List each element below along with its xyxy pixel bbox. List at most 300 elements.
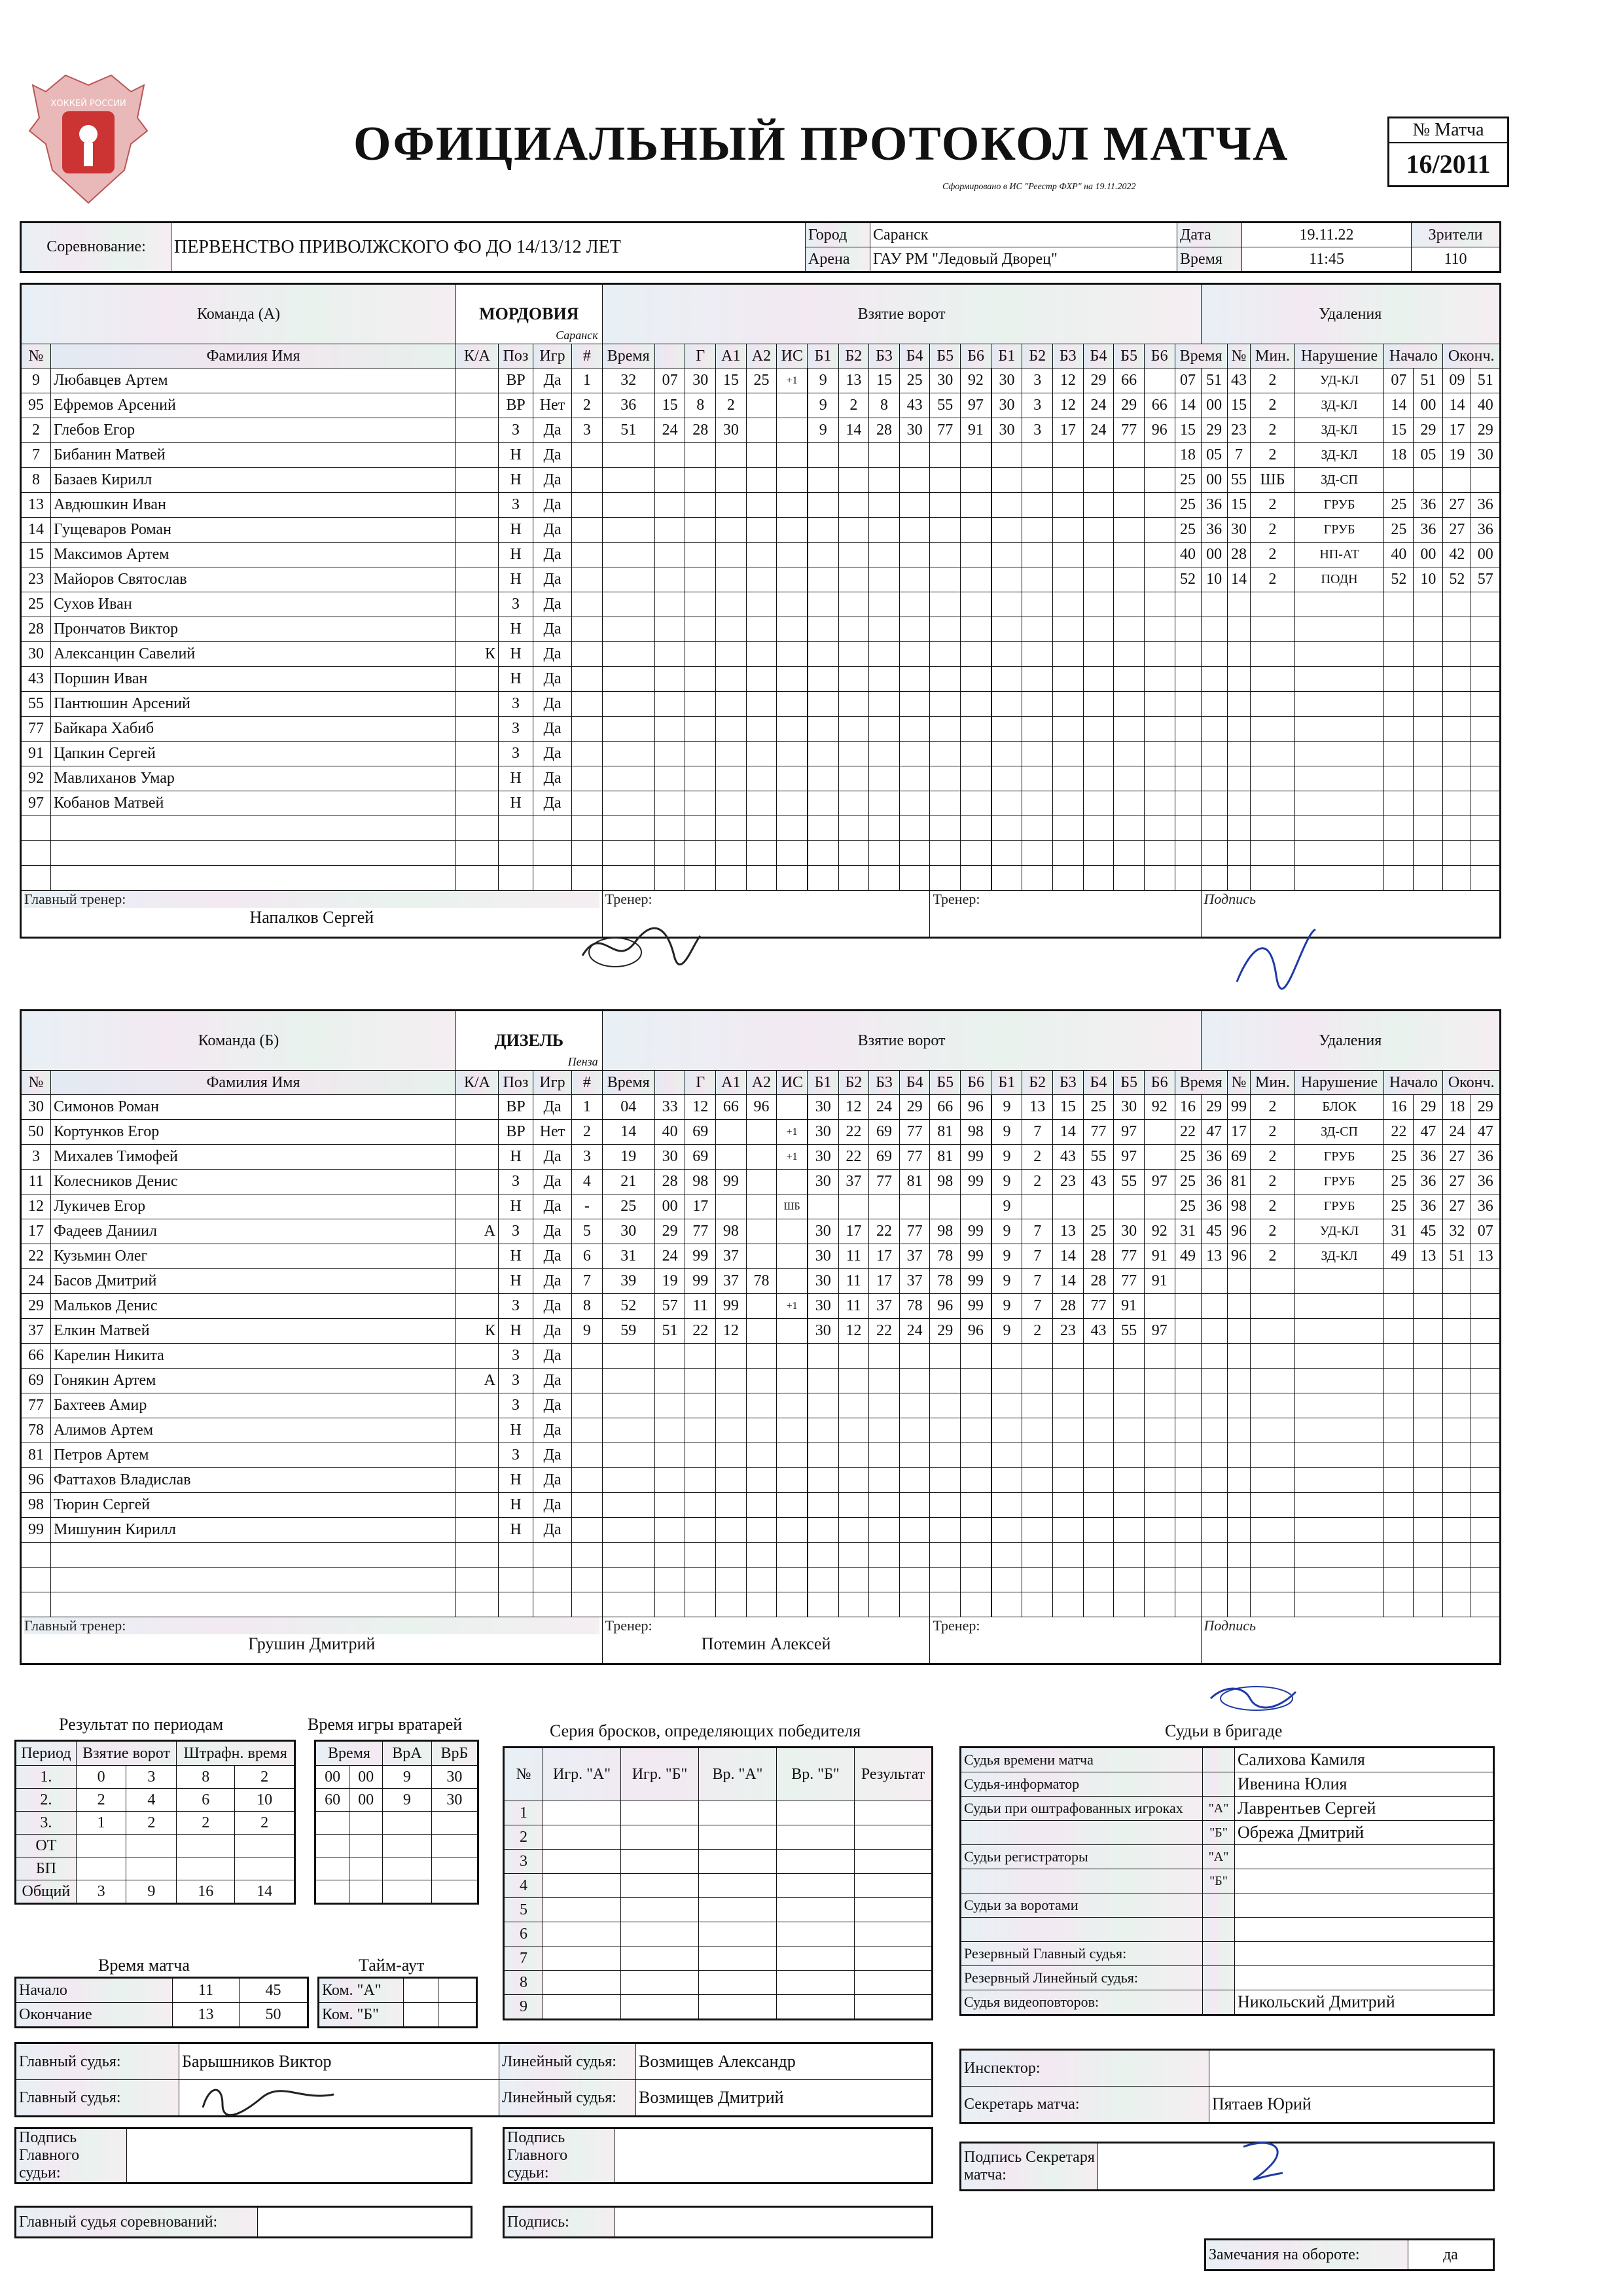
- goal-cell: 77: [930, 418, 961, 443]
- player-igr: Да: [533, 717, 572, 742]
- player-n: 95: [21, 393, 51, 418]
- inspector-table: [959, 2049, 1495, 2124]
- col-pos-header: Поз: [499, 1071, 533, 1095]
- goal-cell: [838, 1592, 869, 1617]
- goal-cell: [746, 791, 777, 816]
- penalty-cell: [1443, 1568, 1471, 1592]
- goal-cell: [1083, 791, 1114, 816]
- penalty-cell: 29: [1201, 1095, 1227, 1120]
- goal-cell: 43: [899, 393, 930, 418]
- goal-cell: 30: [991, 368, 1022, 393]
- goal-cell: [1144, 1145, 1175, 1170]
- shootout-num: 4: [504, 1874, 543, 1898]
- page-title: ОФИЦИАЛЬНЫЙ ПРОТОКОЛ МАТЧА: [353, 117, 1289, 171]
- goal-cell: [746, 493, 777, 518]
- period-row: [16, 1835, 295, 1857]
- goal-cell: [1022, 1592, 1053, 1617]
- goal-cell: [808, 493, 838, 518]
- goal-cell: 98: [930, 1170, 961, 1194]
- penalty-cell: 31: [1384, 1219, 1414, 1244]
- goal-cell: [899, 692, 930, 717]
- penalty-cell: [1201, 816, 1227, 841]
- goal-cell: 25: [746, 368, 777, 393]
- remarks-label: Замечания на обороте:: [1205, 2240, 1408, 2270]
- penalty-cell: 27: [1443, 1170, 1471, 1194]
- penalty-cell: [1201, 642, 1227, 667]
- goal-cell: 17: [869, 1269, 900, 1294]
- goal-cell: [572, 1369, 603, 1393]
- period-cell: [235, 1835, 295, 1857]
- player-name: Любавцев Артем: [51, 368, 456, 393]
- goal-cell: [602, 592, 654, 617]
- official-row: [961, 1990, 1494, 2015]
- penalty-cell: [1384, 1393, 1414, 1418]
- goal-cell: [869, 816, 900, 841]
- goal-cell: [930, 816, 961, 841]
- player-pos: [499, 1592, 533, 1617]
- goal-cell: [777, 468, 808, 493]
- goal-cell: [1144, 1518, 1175, 1543]
- penalty-cell: [1471, 841, 1501, 866]
- goal-cell: [746, 1468, 777, 1493]
- penalty-cell: [1294, 1443, 1384, 1468]
- goal-cell: [838, 1543, 869, 1568]
- goal-cell: [654, 642, 685, 667]
- player-pos: З: [499, 1443, 533, 1468]
- penalty-cell: [1414, 692, 1443, 717]
- goal-cell: 55: [930, 393, 961, 418]
- goal-cell: [1144, 1592, 1175, 1617]
- goal-time-sec-header: [654, 1071, 685, 1095]
- penalty-cell: [1294, 1418, 1384, 1443]
- official-name: [1235, 1845, 1494, 1869]
- goal-cell: 17: [869, 1244, 900, 1269]
- goal-cell: [602, 1418, 654, 1443]
- player-row: [21, 667, 1501, 692]
- goal-cell: 4: [572, 1170, 603, 1194]
- goal-cell: [838, 1194, 869, 1219]
- penalty-cell: [1443, 1518, 1471, 1543]
- goal-cell: [716, 1344, 747, 1369]
- goal-cell: 99: [961, 1244, 991, 1269]
- shootout-num: 8: [504, 1971, 543, 1995]
- pen-p_min-header: Мин.: [1251, 1071, 1294, 1095]
- goal-cell: 6: [572, 1244, 603, 1269]
- goal-cell: [930, 791, 961, 816]
- goal-cell: [869, 1592, 900, 1617]
- goal-cell: [899, 1568, 930, 1592]
- player-igr: Да: [533, 1269, 572, 1294]
- player-name: Прончатов Виктор: [51, 617, 456, 642]
- penalty-cell: 24: [1443, 1120, 1471, 1145]
- official-team: "А": [1203, 1845, 1235, 1869]
- goal-cell: [746, 617, 777, 642]
- penalty-cell: 07: [1384, 368, 1414, 393]
- goal-cell: 37: [716, 1244, 747, 1269]
- goal-cell: 78: [899, 1294, 930, 1319]
- match-end-hour: 13: [173, 2003, 240, 2028]
- goal-cell: 22: [869, 1319, 900, 1344]
- goalie-row: [315, 1766, 478, 1789]
- penalty-cell: [1251, 667, 1294, 692]
- goal-cell: 7: [1022, 1294, 1053, 1319]
- goalie-cell: [383, 1880, 432, 1904]
- player-pos: З: [499, 592, 533, 617]
- goal-cell: [1053, 692, 1084, 717]
- official-name: Ивенина Юлия: [1235, 1772, 1494, 1797]
- goal-cell: [1114, 717, 1145, 742]
- player-pos: Н: [499, 1468, 533, 1493]
- goal-cell: 99: [961, 1219, 991, 1244]
- official-name: [1235, 1918, 1494, 1942]
- goal-cell: 66: [1114, 368, 1145, 393]
- goal-cell: [961, 468, 991, 493]
- goal-cell: [716, 766, 747, 791]
- player-row: [21, 1269, 1501, 1294]
- goal-cell: [961, 543, 991, 567]
- penalty-cell: [1294, 1543, 1384, 1568]
- player-name: [51, 1592, 456, 1617]
- goalie-row: [315, 1857, 478, 1880]
- player-name: Фаттахов Владислав: [51, 1468, 456, 1493]
- goal-cell: [777, 742, 808, 766]
- goal-cell: [1144, 1344, 1175, 1369]
- goal-cell: 24: [654, 418, 685, 443]
- penalty-cell: [1227, 592, 1251, 617]
- player-name: Карелин Никита: [51, 1344, 456, 1369]
- player-ka: К: [456, 642, 499, 667]
- goal-cell: ШБ: [777, 1194, 808, 1219]
- official-role: Судьи за воротами: [961, 1893, 1203, 1918]
- penalty-cell: 29: [1471, 418, 1501, 443]
- goal-cell: 99: [961, 1170, 991, 1194]
- player-n: 2: [21, 418, 51, 443]
- player-igr: Да: [533, 543, 572, 567]
- goal-cell: 36: [602, 393, 654, 418]
- goal-cell: [777, 1443, 808, 1468]
- player-row: [21, 393, 1501, 418]
- goal-cell: [961, 567, 991, 592]
- goal-cell: [654, 841, 685, 866]
- goal-cell: [572, 443, 603, 468]
- goal-cell: [838, 443, 869, 468]
- penalty-cell: 00: [1414, 393, 1443, 418]
- goal-cell: [1022, 692, 1053, 717]
- penalty-cell: 2: [1251, 1244, 1294, 1269]
- goal-cell: 29: [1083, 368, 1114, 393]
- goal-cell: [930, 468, 961, 493]
- goal-cell: [1114, 642, 1145, 667]
- shootout-cell: [777, 1850, 855, 1874]
- shootout-header-a: Игр. "А": [543, 1748, 621, 1801]
- penalty-cell: [1175, 1269, 1201, 1294]
- goal-b3-header: Б3: [1053, 344, 1084, 368]
- goal-cell: [991, 468, 1022, 493]
- goal-cell: [961, 1468, 991, 1493]
- penalty-cell: [1201, 1344, 1227, 1369]
- goal-cell: [1114, 1592, 1145, 1617]
- arena-label: Арена: [806, 247, 870, 272]
- signature-label: Подпись: [1204, 1617, 1257, 1634]
- shootout-cell: [855, 1850, 933, 1874]
- goal-cell: 24: [869, 1095, 900, 1120]
- goal-cell: [1144, 1369, 1175, 1393]
- pen-p_end-header: Оконч.: [1443, 344, 1501, 368]
- goal-cell: [746, 592, 777, 617]
- player-pos: Н: [499, 1418, 533, 1443]
- goal-cell: 30: [808, 1319, 838, 1344]
- penalty-cell: [1414, 1269, 1443, 1294]
- goal-cell: 9: [808, 418, 838, 443]
- player-pos: Н: [499, 518, 533, 543]
- penalty-cell: [1227, 717, 1251, 742]
- player-ka: [456, 1468, 499, 1493]
- penalty-cell: 40: [1384, 543, 1414, 567]
- goal-cell: [930, 1369, 961, 1393]
- sign-main-referee-box-2: [503, 2127, 933, 2184]
- player-pos: Н: [499, 791, 533, 816]
- goal-cell: +1: [777, 1120, 808, 1145]
- goal-cell: [838, 791, 869, 816]
- goal-cell: [654, 592, 685, 617]
- goal-cell: 30: [654, 1145, 685, 1170]
- penalty-cell: [1251, 1568, 1294, 1592]
- penalty-cell: [1227, 1443, 1251, 1468]
- period-cell: [76, 1835, 126, 1857]
- goal-cell: 99: [685, 1269, 716, 1294]
- goal-cell: 78: [930, 1269, 961, 1294]
- player-n: 81: [21, 1443, 51, 1468]
- goal-cell: [716, 1543, 747, 1568]
- goal-cell: 7: [1022, 1219, 1053, 1244]
- player-igr: [533, 1543, 572, 1568]
- goal-cell: [1053, 468, 1084, 493]
- penalty-cell: [1471, 1592, 1501, 1617]
- penalty-cell: [1175, 816, 1201, 841]
- col-ka-header: К/А: [456, 1071, 499, 1095]
- player-igr: Да: [533, 1443, 572, 1468]
- player-row: [21, 1344, 1501, 1369]
- penalty-cell: 13: [1201, 1244, 1227, 1269]
- official-row: [961, 1772, 1494, 1797]
- shootout-header-b: Игр. "Б": [621, 1748, 699, 1801]
- linesman-2-label: Линейный судья:: [499, 2080, 636, 2117]
- goalie-cell: [315, 1857, 349, 1880]
- shootout-cell: [543, 1801, 621, 1825]
- goal-cell: [685, 816, 716, 841]
- goal-cell: [777, 1393, 808, 1418]
- goal-cell: [716, 642, 747, 667]
- goal-cell: 30: [808, 1120, 838, 1145]
- coach2-label: Тренер:: [933, 1617, 980, 1634]
- player-ka: [456, 443, 499, 468]
- goal-cell: [777, 1170, 808, 1194]
- goal-cell: [869, 443, 900, 468]
- player-row: [21, 368, 1501, 393]
- goal-cell: 59: [602, 1319, 654, 1344]
- goal-cell: [991, 791, 1022, 816]
- goal-cell: [961, 617, 991, 642]
- goalie-cell: [383, 1835, 432, 1857]
- team-name: МОРДОВИЯ: [479, 304, 579, 323]
- goal-cell: [869, 493, 900, 518]
- goal-cell: 30: [808, 1145, 838, 1170]
- player-ka: [456, 592, 499, 617]
- period-cell: 2.: [16, 1789, 77, 1812]
- goal-cell: [930, 1592, 961, 1617]
- player-row: [21, 717, 1501, 742]
- goal-cell: [961, 816, 991, 841]
- team-name: ДИЗЕЛЬ: [494, 1031, 564, 1050]
- penalty-cell: [1201, 1592, 1227, 1617]
- goal-cell: [930, 1418, 961, 1443]
- goal-cell: [1083, 717, 1114, 742]
- goal-cell: [899, 567, 930, 592]
- goal-cell: [961, 692, 991, 717]
- official-row: [961, 1966, 1494, 1990]
- player-pos: З: [499, 1369, 533, 1393]
- secretary-label: Секретарь матча:: [961, 2087, 1209, 2123]
- goal-cell: [991, 443, 1022, 468]
- goal-cell: [1083, 642, 1114, 667]
- goal-cell: [1083, 692, 1114, 717]
- player-ka: [456, 816, 499, 841]
- player-n: 77: [21, 1393, 51, 1418]
- period-cell: 14: [235, 1880, 295, 1904]
- linesman-2: Возмищев Дмитрий: [636, 2080, 933, 2117]
- player-ka: [456, 393, 499, 418]
- shootout-cell: [777, 1922, 855, 1946]
- goal-cell: [746, 1568, 777, 1592]
- goal-cell: [685, 592, 716, 617]
- player-row: [21, 1393, 1501, 1418]
- goal-cell: [602, 1468, 654, 1493]
- goal-cell: [602, 1443, 654, 1468]
- goal-cell: [572, 742, 603, 766]
- goal-cell: [961, 518, 991, 543]
- goal-cell: 30: [716, 418, 747, 443]
- shootout-num: 5: [504, 1898, 543, 1922]
- official-row: [961, 1821, 1494, 1845]
- goal-cell: [1083, 1369, 1114, 1393]
- pen-p_num-header: №: [1227, 1071, 1251, 1095]
- goal-cell: 29: [930, 1319, 961, 1344]
- goal-cell: [961, 1443, 991, 1468]
- player-name: Авдюшкин Иван: [51, 493, 456, 518]
- goal-cell: [1083, 617, 1114, 642]
- goal-cell: [1022, 1369, 1053, 1393]
- goal-cell: 77: [899, 1145, 930, 1170]
- goal-cell: [808, 692, 838, 717]
- penalty-cell: [1294, 592, 1384, 617]
- penalty-cell: 47: [1471, 1120, 1501, 1145]
- penalty-cell: [1201, 1443, 1227, 1468]
- goal-cell: [777, 667, 808, 692]
- goal-cell: 99: [716, 1294, 747, 1319]
- goal-cell: [838, 567, 869, 592]
- goal-cell: [808, 443, 838, 468]
- goal-cell: 30: [685, 368, 716, 393]
- period-row: [16, 1789, 295, 1812]
- goal-cell: [961, 791, 991, 816]
- player-n: 97: [21, 791, 51, 816]
- goal-cell: [777, 1244, 808, 1269]
- penalty-cell: [1414, 766, 1443, 791]
- penalty-cell: [1443, 1294, 1471, 1319]
- penalty-cell: [1384, 1418, 1414, 1443]
- goal-cell: [1083, 518, 1114, 543]
- penalty-cell: [1294, 791, 1384, 816]
- player-pos: ВР: [499, 1120, 533, 1145]
- penalty-cell: [1384, 866, 1414, 891]
- penalty-cell: [1384, 1568, 1414, 1592]
- goal-b5-header: Б5: [930, 1071, 961, 1095]
- city-value: Саранск: [870, 223, 1177, 247]
- official-role: Судья видеоповторов:: [961, 1990, 1203, 2015]
- shootout-cell: [855, 1995, 933, 2020]
- player-name: Тюрин Сергей: [51, 1493, 456, 1518]
- timeout-team-b: Ком. "Б": [319, 2003, 404, 2028]
- shootout-cell: [621, 1825, 699, 1850]
- goal-cell: [777, 1319, 808, 1344]
- penalty-cell: 2: [1251, 567, 1294, 592]
- goal-cell: 21: [602, 1170, 654, 1194]
- shootout-cell: [699, 1874, 777, 1898]
- player-ka: [456, 1294, 499, 1319]
- player-ka: [456, 1244, 499, 1269]
- penalty-cell: [1251, 692, 1294, 717]
- goal-cell: [716, 468, 747, 493]
- team-city: Саранск: [556, 329, 598, 342]
- player-n: 23: [21, 567, 51, 592]
- penalty-cell: [1471, 1443, 1501, 1468]
- goal-cell: [1144, 1568, 1175, 1592]
- time-value: 11:45: [1242, 247, 1412, 272]
- penalty-cell: ГРУБ: [1294, 493, 1384, 518]
- player-n: 30: [21, 1095, 51, 1120]
- goal-cell: 51: [602, 418, 654, 443]
- player-row: [21, 766, 1501, 791]
- goal-b3-header: Б3: [869, 1071, 900, 1095]
- goal-cell: 12: [838, 1095, 869, 1120]
- player-n: 3: [21, 1145, 51, 1170]
- goal-cell: [1022, 841, 1053, 866]
- penalty-cell: [1384, 667, 1414, 692]
- player-row: [21, 493, 1501, 518]
- goal-g_a2-header: А2: [746, 344, 777, 368]
- goal-cell: 77: [1114, 418, 1145, 443]
- period-cell: 1.: [16, 1766, 77, 1789]
- goal-cell: 9: [991, 1294, 1022, 1319]
- goal-cell: [1083, 468, 1114, 493]
- team-name-cell: [456, 284, 603, 344]
- goal-cell: 9: [991, 1319, 1022, 1344]
- penalty-cell: 36: [1201, 518, 1227, 543]
- goal-cell: 30: [991, 393, 1022, 418]
- goal-cell: 2: [572, 1120, 603, 1145]
- goal-cell: [961, 717, 991, 742]
- goal-cell: [808, 1393, 838, 1418]
- player-name: Бахтеев Амир: [51, 1393, 456, 1418]
- goal-cell: [777, 493, 808, 518]
- official-role: [961, 1821, 1203, 1845]
- player-name: Михалев Тимофей: [51, 1145, 456, 1170]
- penalty-cell: 29: [1201, 418, 1227, 443]
- player-row: [21, 1493, 1501, 1518]
- goal-cell: [602, 1543, 654, 1568]
- goal-cell: [838, 518, 869, 543]
- goal-cell: 33: [654, 1095, 685, 1120]
